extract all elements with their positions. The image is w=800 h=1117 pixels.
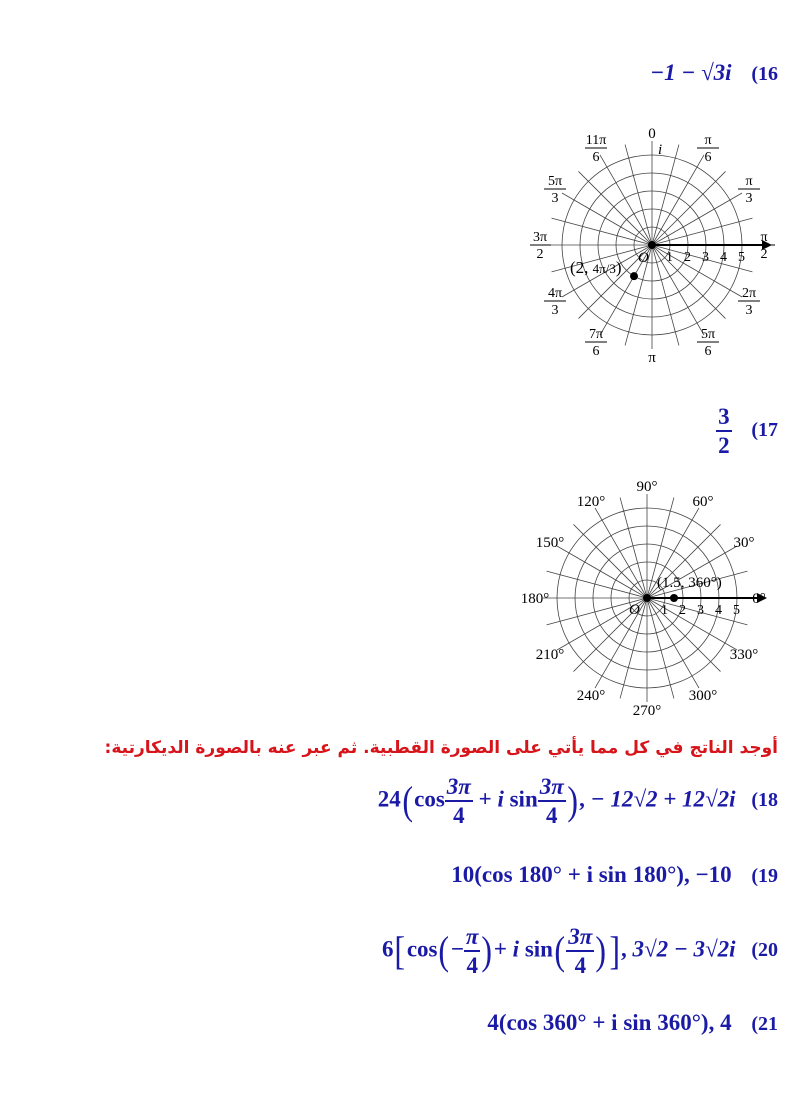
- angle-label: [585, 133, 607, 165]
- fraction-denominator: 2: [718, 433, 730, 458]
- grid-ray: [573, 524, 647, 598]
- svg-text:π: π: [745, 174, 753, 189]
- problem-19-result: −10: [695, 862, 732, 887]
- angle-label: 240°: [576, 687, 606, 704]
- grid-ray: [652, 218, 752, 245]
- grid-ray: [625, 145, 652, 245]
- problem-20-result: 3√2 − 3√2i: [632, 936, 736, 962]
- angle-label: [544, 286, 566, 318]
- svg-text:π: π: [760, 230, 768, 245]
- angle-label: π: [648, 350, 656, 366]
- grid-ray: [647, 598, 699, 688]
- origin-label: O: [629, 602, 640, 618]
- plotted-point: [670, 594, 678, 602]
- problem-18: 24(cos $\frac{3\pi}{4}$ + i sin $\frac{3\pi}{4}$ ), − 12√2 + 12√2i (18: [377, 774, 778, 828]
- problem-17-fraction: [716, 405, 732, 457]
- problem-21: 4(cos 360° + i sin 360°), 4 (21: [487, 1010, 778, 1035]
- angle-label: 0°: [752, 591, 766, 607]
- fraction-numerator: 3: [716, 405, 732, 432]
- imaginary-label: i: [658, 142, 663, 158]
- angle-label: 120°: [576, 494, 606, 511]
- angle-label: 30°: [733, 535, 755, 551]
- svg-text:7π: 7π: [588, 326, 604, 342]
- grid-ray: [552, 218, 652, 245]
- angle-label: [697, 133, 719, 165]
- svg-text:11π: 11π: [585, 133, 607, 149]
- polar-graph-17: [505, 470, 795, 728]
- svg-text:6: 6: [592, 150, 600, 166]
- svg-text:2: 2: [760, 247, 768, 262]
- angle-label: 270°: [632, 703, 662, 719]
- problem-16: [650, 60, 778, 86]
- coefficient: 24: [377, 786, 401, 812]
- angle-label: 0: [648, 126, 656, 142]
- problem-21-result: 4: [720, 1010, 732, 1035]
- grid-ray: [652, 155, 704, 245]
- axis-tick-label: 5: [738, 250, 745, 265]
- svg-text:5π: 5π: [547, 174, 563, 189]
- angle-label: [544, 174, 566, 206]
- problem-19: 10(cos 180° + i sin 180°), −10 (19: [451, 862, 778, 887]
- angle-label: [585, 327, 607, 359]
- axis-tick-label: 5: [733, 603, 740, 618]
- point-label: (2, 4π/3): [570, 258, 622, 277]
- svg-text:3: 3: [551, 191, 559, 206]
- point-label: (1.5, 360°): [657, 575, 722, 591]
- coefficient: 6: [381, 936, 394, 962]
- angle-label: 90°: [636, 479, 658, 495]
- axis-tick-label: 4: [720, 250, 727, 265]
- angle-label: 180°: [520, 591, 550, 607]
- problem-19-number: (19: [751, 865, 778, 887]
- problem-21-number: (21: [751, 1013, 778, 1035]
- grid-ray: [652, 245, 704, 335]
- svg-text:3π: 3π: [532, 230, 548, 245]
- angle-label: 150°: [535, 535, 565, 551]
- grid-ray: [600, 155, 652, 245]
- problem-17-number: (17: [751, 419, 778, 442]
- svg-text:6: 6: [704, 343, 712, 359]
- svg-text:2π: 2π: [741, 286, 757, 301]
- problem-16-number: (16: [751, 63, 778, 85]
- angle-label: [530, 230, 551, 262]
- axis-tick-label: 2: [684, 250, 691, 265]
- problem-17: [716, 405, 778, 457]
- angle-label: [738, 174, 760, 206]
- origin-label: O: [638, 250, 649, 266]
- grid-ray: [595, 508, 647, 598]
- grid-ray: [620, 498, 647, 598]
- axis-tick-label: 1: [666, 250, 673, 265]
- problem-19-expression: 10(cos 180° + i sin 180°): [451, 862, 684, 887]
- angle-label: 330°: [729, 647, 759, 663]
- grid-ray: [652, 171, 726, 245]
- origin-dot: [648, 241, 656, 249]
- svg-text:π: π: [704, 133, 712, 149]
- svg-text:3: 3: [745, 303, 753, 318]
- problem-20-number: (20: [751, 939, 778, 962]
- angle-label: [697, 327, 719, 359]
- axis-tick-label: 4: [715, 603, 722, 618]
- angle-label: 60°: [692, 494, 714, 511]
- origin-dot: [643, 594, 651, 602]
- denominator-a: 4: [453, 803, 465, 828]
- svg-text:4π: 4π: [547, 286, 563, 301]
- angle-label: 210°: [535, 647, 565, 663]
- problem-18-number: (18: [751, 789, 778, 812]
- svg-text:6: 6: [592, 343, 600, 359]
- axis-tick-label: 1: [661, 603, 668, 618]
- problem-18-result: − 12√2 + 12√2i: [590, 786, 736, 812]
- grid-ray: [652, 145, 679, 245]
- instruction-text: أوجد الناتج في كل مما يأتي على الصورة القطبية. ثم عبر عنه بالصورة الديكارتية:: [104, 738, 778, 758]
- axis-tick-label: 3: [702, 250, 709, 265]
- polar-graph-16: [530, 105, 800, 395]
- grid-ray: [578, 171, 652, 245]
- grid-ray: [557, 546, 647, 598]
- numerator-a: 3π: [445, 775, 473, 802]
- grid-ray: [547, 571, 647, 598]
- problem-20: 6[cos(− $\frac{\pi}{4}$ )+ i sin( $\frac{3\pi}{4}$ )], 3√2 − 3√2i (20: [381, 924, 778, 978]
- svg-text:3: 3: [551, 303, 559, 318]
- svg-text:6: 6: [704, 150, 712, 166]
- plotted-point: [630, 272, 638, 280]
- svg-text:2: 2: [536, 247, 544, 262]
- svg-text:5π: 5π: [700, 326, 716, 342]
- problem-21-expression: 4(cos 360° + i sin 360°): [487, 1010, 709, 1035]
- grid-ray: [652, 193, 742, 245]
- axis-tick-label: 2: [679, 603, 686, 618]
- svg-text:3: 3: [745, 191, 753, 206]
- angle-label: [738, 286, 760, 318]
- problem-16-expression: −1 − √3i: [650, 60, 732, 85]
- axis-tick-label: 3: [697, 603, 704, 618]
- grid-ray: [562, 193, 652, 245]
- angle-label: 300°: [688, 687, 718, 704]
